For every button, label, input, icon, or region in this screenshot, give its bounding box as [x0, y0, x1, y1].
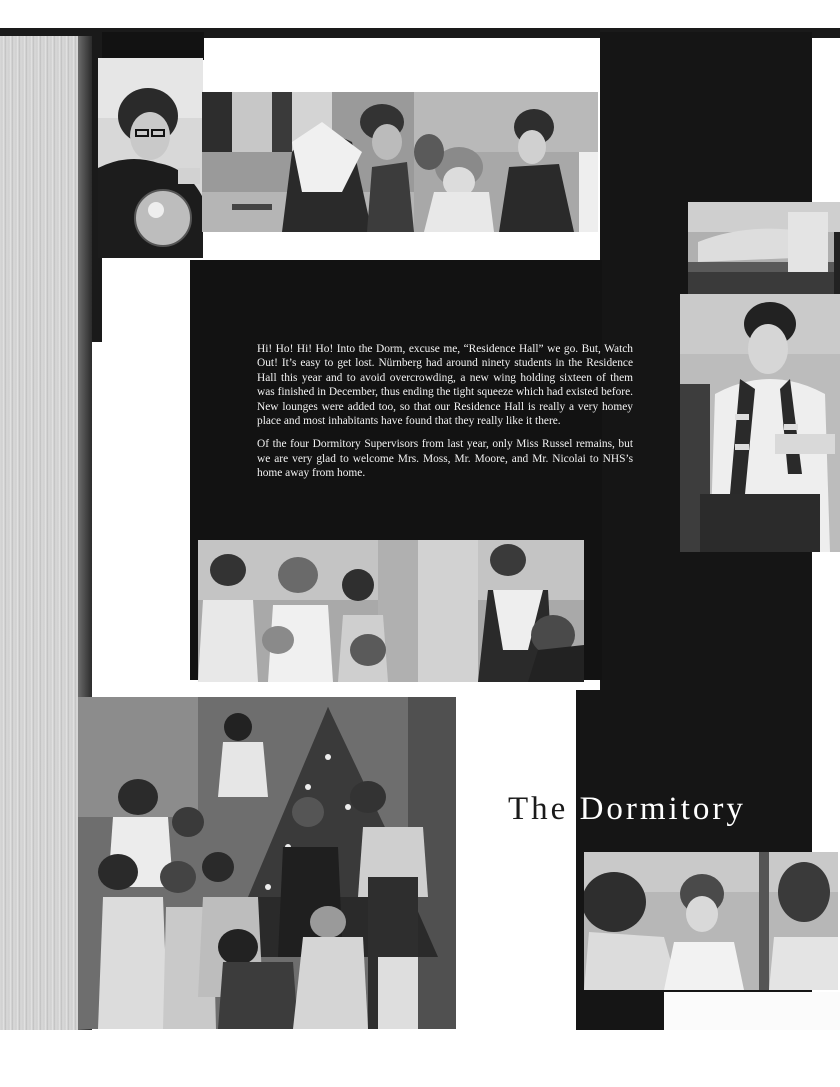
article-paragraph-2: Of the four Dormitory Supervisors from last year, only Miss Russel remains, but we are very glad to welcome Mrs. Moss, Mr. Moore, and Mr. Nicolai to NHS’s home away from home. — [257, 438, 633, 480]
photo-girl-with-glasses — [98, 58, 203, 258]
photo-students-working — [202, 92, 414, 232]
photo-girls-gathered — [414, 92, 598, 232]
photo-boy-with-scarf — [680, 294, 840, 552]
article-body — [257, 342, 633, 490]
photo-bunk-bed — [688, 202, 840, 294]
photo-lounge-group — [198, 540, 584, 682]
title-word-the: The — [508, 791, 569, 827]
white-margin-block — [664, 992, 840, 1030]
photo-christmas-tree-decorating — [78, 697, 456, 1029]
black-panel-top — [92, 32, 204, 60]
photo-three-girls — [584, 852, 838, 990]
article-paragraph-1: Hi! Ho! Hi! Ho! Into the Dorm, excuse me, “Residence Hall” we go. But, Watch Out! It’s easy to get lost. Nürnberg had around ninety students in the Residence Hall this year and to avoid overcrowding, a new wing holding sixteen of them was finished in December, thus ending the tight squeeze which had existed before. New lounges were added too, so that our Residence Hall is really a very homey place and most inhabitants have found that they really like it there. — [257, 343, 633, 428]
title-word-dormitory: Dormitory — [579, 791, 746, 827]
page-title — [508, 791, 746, 831]
scan-bottom-margin — [0, 1030, 840, 1087]
